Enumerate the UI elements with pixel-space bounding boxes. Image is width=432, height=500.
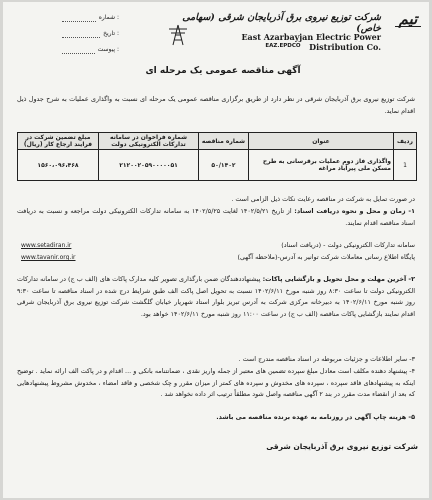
announcement-title: آگهی مناقصه عمومی یک مرحله ای bbox=[145, 66, 301, 76]
company-name-persian: شرکت توزیع نیروی برق آذربایجان شرقی (سهامی خاص) bbox=[182, 12, 381, 34]
section-3: ۳- سایر اطلاعات و جزئیات مربوطه در اسناد مناقصه مندرج است . bbox=[238, 355, 415, 363]
cell-guarantee-amount: ۱۵۶۰،۰۹۶،۴۶۸ bbox=[18, 150, 99, 181]
note-line: در صورت تمایل به شرکت در مناقصه رعایت نکات ذیل الزامی است . bbox=[231, 195, 415, 203]
intro-paragraph: شرکت توزیع نیروی برق آذربایجان شرقی در نظر دارد از طریق برگزاری مناقصه عمومی یک مرحله ای نسبت به واگذاری عملیات به شرح جدول ذیل اقدام نماید. bbox=[17, 95, 415, 115]
setadiran-link[interactable]: www.setadiran.ir bbox=[21, 242, 72, 249]
col-call-number: شماره فراخوان در سامانه تدارکات الکترونیکی دولت bbox=[99, 133, 199, 150]
signature-company: شرکت توزیع نیروی برق آذربایجان شرقی bbox=[266, 442, 418, 451]
date-label: تاریخ : bbox=[103, 30, 119, 37]
reference-fields bbox=[9, 10, 119, 58]
cell-row-number: 1 bbox=[394, 150, 417, 181]
tavanir-link[interactable]: www.tavanir.org.ir bbox=[21, 254, 76, 261]
cell-title: واگذاری فاز دوم عملیات برقرسانی به طرح مسکن ملی پیرآباد مراغه bbox=[249, 150, 394, 181]
table-header-row bbox=[18, 133, 417, 150]
company-abbreviation: EAZ.EPDCO bbox=[265, 43, 301, 49]
attachment-field bbox=[9, 42, 119, 58]
website-links bbox=[21, 240, 111, 264]
logo-lettering: تیم bbox=[398, 10, 418, 28]
col-guarantee-amount: مبلغ تضمین شرکت در فرایند ارجاع کار (ریال) bbox=[18, 133, 99, 150]
col-title: عنوان bbox=[249, 133, 394, 150]
col-tender-number: شماره مناقصه bbox=[199, 133, 249, 150]
section-1-body: از تاریخ ۱۴۰۲/۵/۲۱ لغایت ۱۴۰۲/۵/۲۵ به سامانه تدارکات الکترونیکی دولت مراجعه و نسبت به دریافت اسناد مناقصه اقدام نمایند. bbox=[17, 207, 415, 227]
power-tower-icon bbox=[161, 24, 195, 46]
date-field bbox=[9, 26, 119, 42]
section-1-bullet-1: سامانه تدارکات الکترونیکی دولت - (دریافت اسناد) bbox=[281, 241, 415, 249]
company-logo bbox=[391, 10, 425, 40]
section-4: ۴- پیشنهاد دهنده مکلف است معادل مبلغ سپرده تضمین های معتبر از جمله واریز نقدی ، ضمانتنامه بانکی و ... اقدام و در پاکت الف ارائه نماید . توضیح اینکه به پیشنهادهای فاقد سپرده ، سپرده های مخدوش و سپرده های کمتر از میزان مقرر و چک شخصی و فاقد امضاء ، مخدوش مشروط پیشنهادهایی که بعد از انقضاء مدت مقرر در بند ۲ آگهی مناقصه واصل شود مطلقاً ترتیب اثر داده نخواهد شد . bbox=[17, 367, 415, 398]
company-name-english: East Azarbayjan Electric Power Distribution Co. bbox=[241, 32, 381, 52]
table-row bbox=[18, 150, 417, 181]
section-1-title: ۱- زمان و محل و نحوه دریافت اسناد: bbox=[294, 207, 415, 215]
document-page bbox=[3, 2, 429, 498]
cell-tender-number: ۵۰/۱۴۰۲ bbox=[199, 150, 249, 181]
section-2 bbox=[17, 274, 415, 320]
attachment-label: پیوست : bbox=[97, 46, 119, 53]
section-1-bullet-2: پایگاه اطلاع رسانی معاملات شرکت توانیر به آدرس-(ملاحظه آگهی) bbox=[237, 253, 415, 261]
cell-call-number: ۲۱۲۰۰۲۰۵۹۰۰۰۰۰۵۱ bbox=[99, 150, 199, 181]
section-2-body: پیشنهاددهندگان ضمن بارگذاری تصویر کلیه مدارک پاکات های (الف ب ج) در سامانه تدارکات الکترونیکی دولت تا ساعت ۸:۳۰ روز شنبه مورخ ۱۴۰۲/۶/۱۱ نسبت به تحویل اصل پاکت الف طبق شرایط درج شده در اسناد مناقصه تا ساعت ۹:۳۰ روز شنبه مورخ ۱۴۰۲/۶/۱۱ به دبیرخانه مرکزی شرکت به آدرس تبریز بلوار استاد شهریار خیابان گلگشت شرکت توزیع نیروی برق آذربایجان شرقی اقدام نمایند بازگشایی پاکات مناقصه (الف ب ج) در ساعت ۱۱:۰۰ روز شنبه مورخ ۱۴۰۲/۶/۱۱ خواهد بود. bbox=[17, 275, 415, 318]
section-5: ۵- هزینه چاپ آگهی در روزنامه به عهده برنده مناقصه می باشد. bbox=[216, 413, 415, 421]
number-field bbox=[9, 10, 119, 26]
section-1 bbox=[17, 206, 415, 229]
col-row-number: ردیف bbox=[394, 133, 417, 150]
section-2-title: ۲- آخرین مهلت و محل تحویل و بازگشایی پاکات: bbox=[262, 275, 415, 283]
tender-table bbox=[17, 132, 417, 181]
number-label: شماره : bbox=[98, 14, 119, 21]
